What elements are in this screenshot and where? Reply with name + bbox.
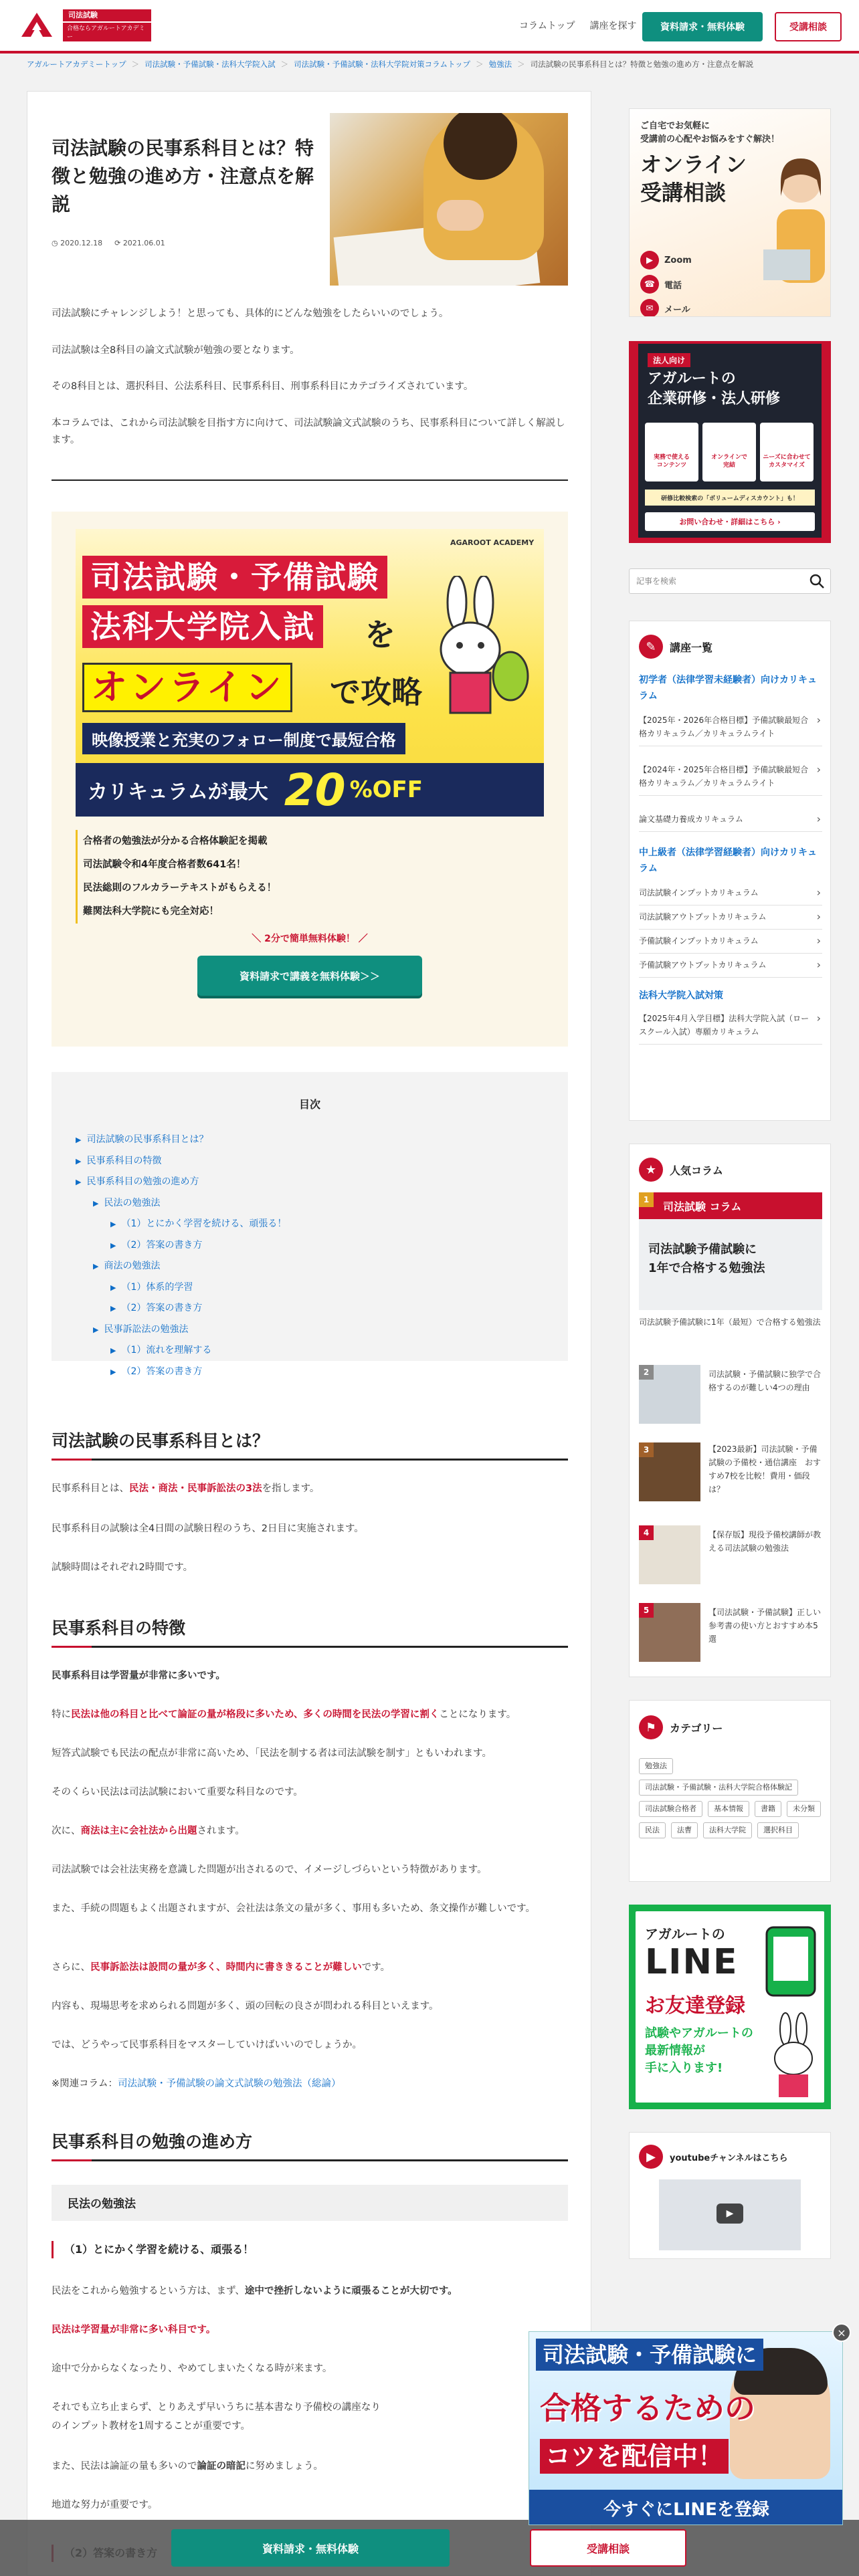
banner-subtitle: 映像授業と充実のフォロー制度で最短合格 (82, 723, 405, 754)
paragraph: また、民法は論証の量も多いので論証の暗記に努めましょう。 (52, 2461, 323, 2472)
line-banner-l3: お友達登録 (645, 1994, 745, 2018)
intro-paragraph: 司法試験は全8科目の論文式試験が勉強の要となります。 (52, 344, 300, 356)
article-hero (27, 92, 592, 286)
triangle-right-icon: ▶ (93, 1262, 99, 1271)
paragraph: 内容も、現場思考を求められる問題が多く、頭の回転の良さが問われる科目といえます。 (52, 2001, 439, 2012)
course-group-heading[interactable]: 中上級者（法律学習経験者）向けカリキュラム (639, 847, 817, 874)
phone-icon: ☎ (640, 275, 659, 294)
paragraph: 民事系科目の試験は全4日間の試験日程のうち、2日目に実施されます。 (52, 1523, 364, 1534)
request-materials-button[interactable]: 資料請求・無料体験 (171, 2529, 450, 2567)
online-consultation-banner[interactable] (629, 108, 831, 317)
clock-icon: ◷ (52, 239, 61, 247)
consult-phone: ☎ 電話 (640, 275, 682, 294)
nav-find-course[interactable]: 講座を探す (589, 21, 637, 31)
sidebar-search (629, 568, 831, 594)
section-heading: 民事系科目の勉強の進め方 (52, 2129, 568, 2161)
course-item[interactable]: 司法試験インプットカリキュラム › (639, 882, 822, 905)
paragraph: 途中で分からなくなったり、やめてしまいたくなる時が来ます。 (52, 2363, 332, 2374)
paragraph: それでも立ち止まらず、とりあえず早いうちに基本書なり予備校の講座なりのインプット教材を1周することが重要です。 (52, 2402, 381, 2432)
triangle-right-icon: ▶ (76, 1178, 82, 1186)
breadcrumb-current: 司法試験の民事系科目とは？特徴と勉強の進め方・注意点を解説 (530, 60, 754, 69)
course-group-heading[interactable]: 初学者（法律学習未経験者）向けカリキュラム (639, 675, 817, 702)
course-item[interactable]: 【2025年4月入学目標】法科大学院入試（ロースクール入試）専願カリキュラム › (639, 1008, 822, 1045)
paragraph: 試験時間はそれぞれ2時間です。 (52, 1562, 193, 1573)
breadcrumb-home[interactable]: アガルートアカデミートップ (27, 60, 126, 69)
triangle-right-icon: ▶ (110, 1220, 116, 1228)
site-logo[interactable] (17, 9, 151, 41)
paragraph: 民事系科目は学習量が非常に多いです。 (52, 1671, 225, 1681)
refresh-icon: ⟳ (114, 239, 123, 247)
paragraph: 次に、商法は主に会社法から出題されます。 (52, 1826, 245, 1836)
section-heading: 司法試験の民事系科目とは？ (52, 1428, 568, 1461)
banner-wo: を (365, 617, 395, 653)
toc-title: 目次 (298, 1098, 320, 1111)
line-popup-banner[interactable] (529, 2331, 843, 2525)
list-item: 難関法科大学院にも完全対応！ (76, 900, 276, 924)
intro-paragraph: 司法試験にチャレンジしよう！と思っても、具体的にどんな勉強をしたらいいのでしょう。 (52, 308, 449, 319)
intro-paragraph: その8科目とは、選択科目、公法系科目、民事系科目、刑事系科目にカテゴライズされています。 (52, 381, 474, 393)
play-icon: ▶ (639, 2145, 663, 2169)
popup-line3: コツを配信中！ (540, 2439, 729, 2474)
paragraph: 司法試験では会社法実務を意識した問題が出されるので、イメージしづらいという特徴があります。 (52, 1864, 487, 1875)
banner-line2: 法科大学院入試 (82, 605, 323, 648)
toc-item[interactable]: ▶ （1）とにかく学習を続ける、頑張る！ (110, 1218, 287, 1229)
consultation-button[interactable]: 受講相談 (775, 12, 842, 41)
corp-tag: 法人向け (648, 353, 690, 367)
paragraph: 民法をこれから勉強するという方は、まず、途中で挫折しないように頑張ることが大切です。 (52, 2286, 458, 2296)
banner-points (76, 830, 276, 924)
triangle-right-icon: ▶ (110, 1241, 116, 1250)
course-list-title: ✎ 講座一覧 (639, 635, 712, 659)
promo-banner (52, 512, 568, 1047)
category-tag[interactable]: 書籍 (755, 1801, 781, 1817)
rabbit-mascot-icon (767, 2012, 820, 2099)
paragraph: では、どうやって民事系科目をマスターしていけばいいのでしょうか。 (52, 2040, 362, 2050)
popular-thumb[interactable]: 2 (639, 1365, 700, 1424)
toc-item[interactable]: ▶ （2）答案の書き方 (110, 1239, 203, 1251)
course-item[interactable]: 論文基礎力養成カリキュラム › (639, 809, 822, 832)
agaroot-brand-logo: AGAROOT ACADEMY (450, 538, 535, 547)
toc-item[interactable]: ▶ （2）答案の書き方 (110, 1366, 203, 1377)
fixed-cta-bar (0, 2520, 859, 2576)
category-tag[interactable]: 未分類 (787, 1801, 821, 1817)
bookmark-icon: ★ (639, 1158, 663, 1182)
category-tag[interactable]: 司法試験合格者 (639, 1801, 702, 1817)
consult-lead: ご自宅でお気軽に 受講前の心配やお悩みをすぐ解決！ (640, 121, 780, 144)
toc-item[interactable]: ▶ 民事訴訟法の勉強法 (93, 1323, 189, 1335)
close-icon[interactable]: × (832, 2323, 851, 2342)
header-nav (519, 19, 636, 32)
banner-discount: カリキュラムが最大 20 %OFF (76, 763, 544, 817)
corporate-training-banner[interactable] (629, 341, 831, 543)
corp-features (645, 423, 814, 481)
popular-title: ★ 人気コラム (639, 1158, 723, 1182)
category-tag[interactable]: 選択科目 (757, 1822, 799, 1838)
category-tag[interactable]: 民法 (639, 1822, 666, 1838)
popular-thumb[interactable]: 3 (639, 1442, 700, 1501)
paragraph: さらに、民事訴訟法は設問の量が多く、時間内に書ききることが難しいです。 (52, 1962, 391, 1973)
line-friend-banner[interactable] (629, 1905, 831, 2109)
paragraph: また、手続の問題もよく出題されますが、会社法は条文の量が多く、事用も多いため、条文操作が難しいです。 (52, 1903, 535, 1914)
request-materials-button[interactable]: 資料請求・無料体験 (642, 12, 763, 41)
published-date: ◷ 2020.12.18 (52, 239, 103, 247)
corp-feature: ニーズに合わせて カスタマイズ (760, 423, 814, 481)
corp-discount-bar: 研修比較検索の「ボリュームディスカウント」も！ (645, 490, 815, 506)
popular-item-title[interactable]: 【2023最新】司法試験・予備試験の予備校・通信講座 おすすめ7校を比較！費用・価段は？ (708, 1444, 822, 1494)
article-main (27, 91, 591, 2576)
site-header (0, 0, 859, 53)
popular-thumb[interactable]: 4 (639, 1525, 700, 1584)
hero-image (330, 113, 568, 286)
line-banner-l4: 試験やアガルートの 最新情報が 手に入ります! (645, 2026, 753, 2075)
toc-list (76, 1130, 286, 1382)
video-icon: ▶ (640, 251, 659, 270)
category-tag[interactable]: 勉強法 (639, 1758, 673, 1774)
popup-line2: 合格するための (540, 2390, 755, 2426)
popular-thumb[interactable]: 5 (639, 1603, 700, 1662)
consult-zoom: ▶ Zoom (640, 251, 692, 270)
corp-cta[interactable]: お問い合わせ・詳細はこちら › (645, 512, 815, 531)
youtube-title: ▶ youtubeチャンネルはこちら (639, 2145, 787, 2169)
youtube-card (629, 2132, 831, 2259)
triangle-right-icon: ▶ (110, 1304, 116, 1313)
course-item[interactable]: 司法試験アウトプットカリキュラム › (639, 906, 822, 930)
paragraph: 地道な努力が重要です。 (52, 2500, 158, 2510)
paragraph: ※関連コラム：司法試験・予備試験の論文式試験の勉強法（総論） (52, 2078, 341, 2089)
youtube-thumbnail[interactable] (659, 2179, 801, 2250)
search-icon[interactable] (809, 573, 825, 589)
article-dates (52, 239, 165, 247)
play-icon: ▶ (717, 2204, 743, 2224)
toc-item[interactable]: ▶ 司法試験の民事系科目とは？ (76, 1134, 209, 1145)
paragraph: そのくらい民法は司法試験において重要な科目なのです。 (52, 1787, 303, 1798)
paragraph: 民法は学習量が非常に多い科目です。 (52, 2325, 216, 2335)
smartphone-icon (764, 1925, 818, 1998)
banner-online: オンライン (82, 663, 292, 712)
book-icon: ✎ (639, 635, 663, 659)
breadcrumb-study[interactable]: 勉強法 (488, 60, 512, 69)
list-item: 民法総則のフルカラーテキストがもらえる！ (76, 877, 276, 900)
subsection-heading: 民法の勉強法 (52, 2185, 568, 2221)
course-item[interactable]: 予備試験アウトプットカリキュラム › (639, 954, 822, 978)
consult-title: オンライン 受講相談 (640, 152, 747, 205)
triangle-right-icon: ▶ (76, 1156, 82, 1166)
logo-tagline: 合格ならアガルートアカデミー (63, 23, 151, 41)
divider (52, 479, 568, 481)
category-card (629, 1700, 831, 1882)
triangle-right-icon: ▶ (110, 1367, 116, 1376)
triangle-right-icon: ▶ (76, 1136, 82, 1144)
agaroot-logo-icon (17, 10, 56, 41)
triangle-right-icon: ▶ (93, 1198, 99, 1208)
search-input[interactable] (630, 569, 803, 593)
triangle-right-icon: ▶ (110, 1283, 116, 1292)
category-tag[interactable]: 法曹 (671, 1822, 698, 1838)
list-item: 司法試験令和4年度合格者数641名！ (76, 853, 276, 877)
paragraph: 民事系科目とは、民法・商法・民事訴訟法の3法を指します。 (52, 1483, 320, 1494)
logo-badge: 司法試験 (63, 9, 151, 21)
triangle-right-icon: ▶ (93, 1325, 99, 1334)
category-tag[interactable]: 法科大学院 (703, 1822, 752, 1838)
toc-item[interactable]: ▶ （1）体系的学習 (110, 1281, 193, 1293)
popup-cta[interactable]: 今すぐにLINEを登録 (529, 2490, 843, 2525)
banner-line1: 司法試験・予備試験 (82, 556, 387, 599)
course-item[interactable]: 【2025年・2026年合格目標】予備試験最短合格カリキュラム／カリキュラムライト › (639, 710, 822, 746)
toc-item[interactable]: ▶ 民法の勉強法 (93, 1197, 161, 1208)
toc-item[interactable]: ▶ 民事系科目の特徴 (76, 1155, 162, 1166)
list-item: 合格者の勉強法が分かる合格体験記を掲載 (76, 830, 276, 853)
triangle-right-icon: ▶ (110, 1346, 116, 1355)
consultant-illustration (763, 149, 831, 283)
flag-icon: ⚑ (639, 1715, 663, 1739)
course-list-card (629, 621, 831, 1121)
popular-top-banner[interactable]: 司法試験 コラム 1 司法試験予備試験に 1年で合格する勉強法 (639, 1192, 822, 1310)
popular-item-title[interactable]: 司法試験・予備試験に独学で合格するのが難しい4つの理由 (708, 1370, 822, 1392)
category-tag[interactable]: 司法試験・予備試験・法科大学院合格体験記 (639, 1780, 798, 1796)
popup-line1: 司法試験・予備試験に (536, 2339, 763, 2371)
toc-item[interactable]: ▶ 民事系科目の勉強の進め方 (76, 1176, 199, 1187)
consultation-button[interactable]: 受講相談 (530, 2529, 686, 2567)
banner-de: で攻略 (330, 674, 422, 710)
toc-item[interactable]: ▶ （2）答案の書き方 (110, 1303, 203, 1313)
subsubsection-heading: （1）とにかく学習を続ける、頑張る！ (52, 2241, 568, 2258)
paragraph: 短答式試験でも民法の配点が非常に高いため、「民法を制する者は司法試験を制す」ともいわれます。 (52, 1748, 492, 1759)
rabbit-mascot-icon (417, 576, 531, 723)
toc-item[interactable]: ▶ 商法の勉強法 (93, 1261, 161, 1271)
breadcrumb-column-top[interactable]: 司法試験・予備試験・法科大学院対策コラムトップ (294, 60, 471, 69)
line-banner-l2: LINE (645, 1942, 739, 1982)
popular-item-title[interactable]: 司法試験予備試験に1年（最短）で合格する勉強法 (639, 1317, 821, 1327)
course-item[interactable]: 予備試験インプットカリキュラム › (639, 930, 822, 954)
category-tags (639, 1758, 822, 1838)
article-intro (52, 306, 568, 468)
free-trial-button[interactable]: 資料請求で講義を無料体験＞＞ (197, 956, 422, 996)
category-title: ⚑ カテゴリー (639, 1715, 723, 1739)
popular-item-title[interactable]: 【司法試験・予備試験】正しい参考書の使い方とおすすめ本5選 (708, 1608, 822, 1644)
breadcrumb-category[interactable]: 司法試験・予備試験・法科大学院入試 (145, 60, 276, 69)
section-heading: 民事系科目の特徴 (52, 1615, 568, 1648)
intro-paragraph: 本コラムでは、これから司法試験を目指す方に向けて、司法試験論文式試験のうち、民事系科目について詳しく解説します。 (52, 417, 565, 445)
updated-date: ⟳ 2021.06.01 (114, 239, 165, 247)
table-of-contents (52, 1072, 568, 1377)
nav-column-top[interactable]: コラムトップ (519, 21, 575, 31)
corp-title: アガルートの 企業研修・法人研修 (648, 370, 781, 407)
toc-item[interactable]: ▶ （1）流れを理解する (110, 1345, 212, 1356)
banner-callout: ＼ 2分で簡単無料体験！ ／ (252, 934, 368, 944)
consult-mail: ✉ メール (640, 299, 690, 317)
course-group-heading[interactable]: 法科大学院入試対策 (639, 990, 723, 1001)
popular-item-title[interactable]: 【保存版】現役予備校講師が教える司法試験の勉強法 (708, 1530, 822, 1553)
paragraph: 特に民法は他の科目と比べて論証の量が格段に多いため、多くの時間を民法の学習に割くことになります。 (52, 1709, 516, 1720)
promo-banner-image[interactable] (76, 529, 544, 817)
related-column-link[interactable]: 司法試験・予備試験の論文式試験の勉強法（総論） (118, 2078, 341, 2089)
mail-icon: ✉ (640, 299, 659, 317)
course-item[interactable]: 【2024年・2025年合格目標】予備試験最短合格カリキュラム／カリキュラムライト › (639, 759, 822, 796)
popular-columns-card (629, 1144, 831, 1677)
corp-feature: オンラインで 完結 (702, 423, 756, 481)
page-title: 司法試験の民事系科目とは？特徴と勉強の進め方・注意点を解説 (52, 137, 314, 215)
category-tag[interactable]: 基本情報 (708, 1801, 749, 1817)
line-banner-l1: アガルートの (645, 1926, 725, 1942)
breadcrumb: アガルートアカデミートップ ＞ 司法試験・予備試験・法科大学院入試 ＞ 司法試験・予備試験・法科大学院対策コラムトップ ＞ 勉強法 ＞ 司法試験の民事系科目とは？特徴と勉強の進め方・注意点を解説 (27, 60, 754, 69)
corp-feature: 実務で使える コンテンツ (645, 423, 698, 481)
